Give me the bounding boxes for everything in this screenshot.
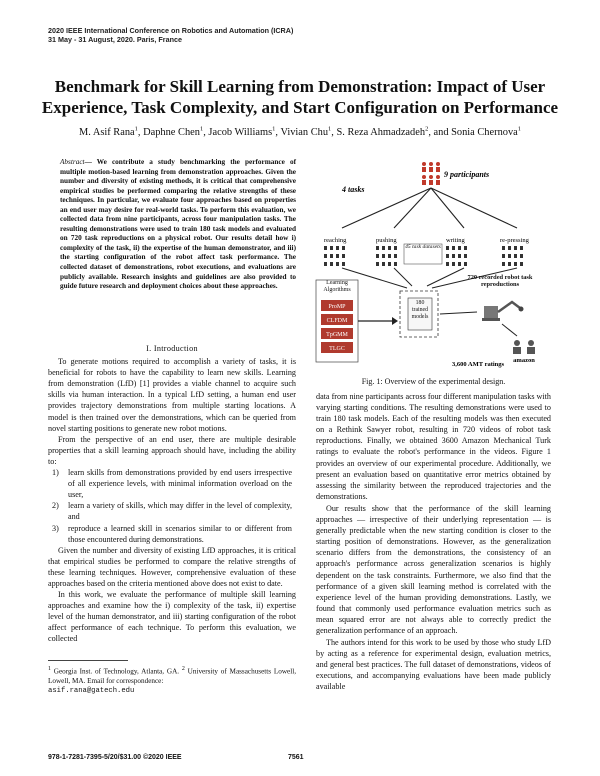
right-column xyxy=(316,391,551,693)
amazon-logo: amazon xyxy=(513,357,535,364)
abstract-label: Abstract xyxy=(60,158,85,166)
conference-name: 2020 IEEE International Conference on Robotics and Automation (ICRA) xyxy=(48,26,294,35)
robot-icon xyxy=(482,302,524,321)
footnote: $^1$ Georgia Inst. of Technology, Atlanta, GA. $^2$ University of Massachusetts Lowell, Lowell, MA. Email for correspondence: asif.rana@gatech.edu xyxy=(48,666,297,695)
paragraph: From the perspective of an end user, there are multiple desirable properties that a skill learning approach should have, including the ability to: xyxy=(48,434,296,466)
reproduction-arrow xyxy=(440,312,477,314)
paragraph: The authors intend for this work to be used by those who study LfD by acting as a reference for experimental design, evaluation metrics, and general best practices. The full dataset of demonstrations, videos of executions, and accompanying evaluations have been made publicly available xyxy=(316,638,551,692)
abstract xyxy=(60,158,296,292)
arrowhead xyxy=(392,317,398,325)
dataset-label: 45 task datasets xyxy=(405,244,441,250)
ability-list xyxy=(48,467,296,545)
email-link[interactable]: asif.rana@gatech.edu xyxy=(48,686,135,695)
paper-title: Benchmark for Skill Learning from Demonstration: Impact of User Experience, Task Complexity, and Start Configuration on Performance xyxy=(41,77,559,117)
person-icon xyxy=(513,340,535,354)
list-item: 3) reproduce a learned skill in scenarios similar to or different from those encountered during demonstrations. xyxy=(52,523,292,544)
author: Vivian Chu$^1$, xyxy=(280,126,337,139)
paragraph: data from nine participants across four different manipulation tasks with varying starting conditions. The resulting demonstrations were used to train 180 task models. Each of the resulting models was then executed on a Rethink Sawyer robot, resulting in 720 videos of robot task reproductions. Finally, we obtained 3600 Amazon Mechanical Turk ratings to evaluate the robot's performance in the videos. Figure 1 provides an overview of our experimental procedure. Additionally, we present an evaluation based on quantitative error metrics obtained by assessing the similarity between the reproduced trajectories and the demonstrations. xyxy=(316,392,551,501)
footnote-rule xyxy=(48,660,128,661)
participants-icon xyxy=(422,162,440,185)
author: S. Reza Ahmadzadeh$^2$, and xyxy=(336,126,452,139)
left-column xyxy=(48,343,296,645)
task-label: pushing xyxy=(376,237,397,244)
task-label: writing xyxy=(446,237,465,244)
list-item: 1) learn skills from demonstrations provided by end users irrespective of all experience levels, with minimal information overload on the user, xyxy=(52,468,292,500)
abstract-text: — We contribute a study benchmarking the performance of multiple motion-based learning from demonstration approaches. Given the number and diversity of existing methods, it is critical that comprehensive empirical studies be performed comparing the relative strengths of these techniques. In particular, we evaluate four approaches based on properties an end user may desire for real-world tasks. To perform this evaluation, we collected data from nine participants, across four manipulation tasks. The resulting demonstrations were used to train 180 task models and evaluated on 720 task reproductions on a physical robot. Our results detail how i) complexity of the task, ii) the expertise of the human demonstrator, and iii) the starting configuration of the robot affect task performance. The collected dataset of demonstrations, robot executions, and evaluations are publicly available. Research insights and guidelines are also provided to guide future research and deployment choices about these approaches. xyxy=(60,158,296,291)
paragraph: Given the number and diversity of existing LfD approaches, it is critical that empirical studies be performed to compare the relative strengths of these learning techniques. However, comprehensive evaluation of these approaches based on the criteria mentioned above does not exist to date. xyxy=(48,545,296,588)
paragraph: To generate motions required to accomplish a variety of tasks, it is beneficial for robots to have the capability to learn new skills. Learning from demonstration (LfD) [1] provides a viable channel to acquire such skills via human interaction. In a typical LfD setting, a human end user provides trajectory demonstrations from multiple starting locations. A model is then trained over the demonstrations, which can be queried from novel starting positions to generate new robot motions. xyxy=(48,357,296,433)
list-item: 2) learn a variety of skills, which may differ in the level of complexity, and xyxy=(52,501,292,522)
conference-header xyxy=(48,26,293,44)
reproductions-label: 720 recorded robot task reproductions xyxy=(467,274,533,288)
author: Sonia Chernova$^1$ xyxy=(451,126,522,139)
task-label: reaching xyxy=(324,237,347,244)
conference-dates: 31 May - 31 August, 2020. Paris, France xyxy=(48,35,182,44)
tasks-label: 4 tasks xyxy=(342,185,365,194)
algorithm-item: TLGC xyxy=(329,346,345,352)
paragraph: Our results show that the performance of the skill learning approaches — irrespective of their underlying representation — is generally predictable when the new starting condition is closer to the starting position of demonstrations. However, as the generalization scenario differs from the demonstrations, the consistency of an approach's performance across generalization scenarios is highly dependent on the task constraints. Furthermore, we also find that the performance of a given skill learning method is correlated with the experience level of the human providing demonstrations. Lastly, we found that commonly used performance evaluation metrics such as mean squared error are not always able to correctly predict the generalization performance of an approach. xyxy=(316,503,551,635)
author: M. Asif Rana$^1$, xyxy=(78,126,144,139)
author: Daphne Chen$^1$, xyxy=(143,126,209,139)
figure-caption: Fig. 1: Overview of the experimental design. xyxy=(361,377,506,386)
isbn-footer: 978-1-7281-7395-5/20/$31.00 ©2020 IEEE xyxy=(48,754,182,761)
paragraph: In this work, we evaluate the performance of multiple skill learning approaches and examine how the i) complexity of the task, ii) expertise level of the human demonstrator, and iii) starting configuration of the robot affect performance of each technique. To perform this evaluation, we collected xyxy=(48,590,296,644)
task-label: re-pressing xyxy=(500,237,529,244)
section-heading: I. Introduction xyxy=(146,344,198,353)
author: Jacob Williams$^1$, xyxy=(208,126,281,139)
author-list xyxy=(30,126,570,138)
algorithm-item: ProMP xyxy=(328,304,346,310)
algorithm-item: TpGMM xyxy=(326,332,348,338)
page-number: 7561 xyxy=(288,754,304,761)
task-branches xyxy=(342,188,517,228)
ratings-label: 3,600 AMT ratings xyxy=(452,361,505,368)
figure-diagram xyxy=(312,156,552,374)
participants-label: 9 participants xyxy=(444,170,490,179)
algorithms-title: Learning Algorithms xyxy=(323,280,351,293)
figure-1 xyxy=(312,156,552,374)
rating-arrow xyxy=(502,324,517,336)
models-label: 180 trained models xyxy=(411,300,429,320)
algorithm-item: CLFDM xyxy=(326,318,348,324)
